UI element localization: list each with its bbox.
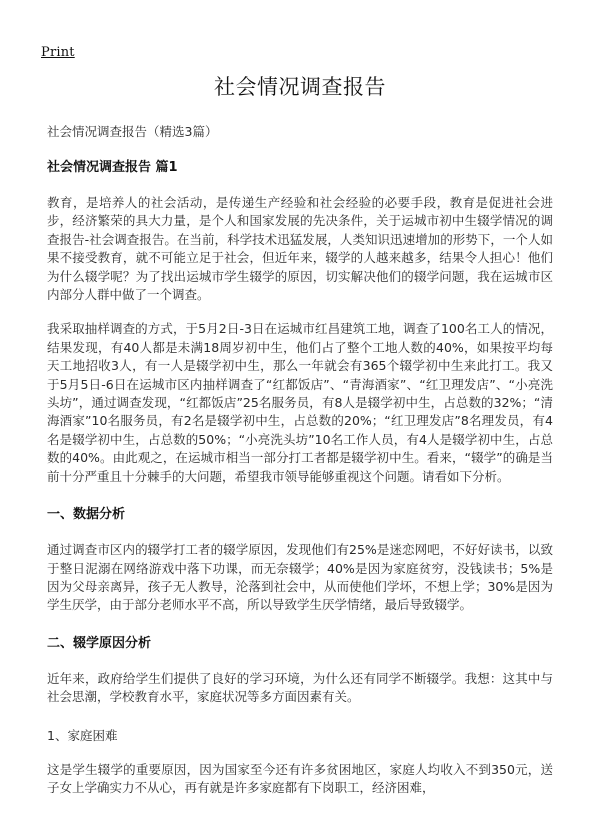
paragraph-data-analysis: 通过调查市区内的辍学打工者的辍学原因，发现他们有25%是迷恋网吧，不好好读书，以致于整日泥溺在网络游戏中落下功课，而无奈辍学；40%是因为家庭贫穷，没钱读书；5%是因为父母亲离异，孩子无人教导，沦落到社会中，从而使他们学坏，不想上学；30%是因为学生厌学，由于部分老师水平不高，所以导致学生厌学情绪，最后导致辍学。 — [47, 542, 553, 613]
document-content — [47, 72, 553, 797]
section-heading-reason-analysis: 二、辍学原因分析 — [47, 635, 152, 651]
paragraph-survey: 我采取抽样调查的方式，于5月2日-3日在运城市红昌建筑工地，调查了100名工人的情况，结果发现，有40人都是未满18周岁初中生，他们占了整个工地人数的40%，如果按平均每天工地招收3人，有一人是辍学初中生，那么一年就会有365个辍学初中生来此打工。我又于5月5日-6日在运城市区内抽样调查了“红都饭店”、“青海酒家”、“红卫理发店”、“小亮洗头坊”，通过调查发现，“红都饭店”25名服务员，有8人是辍学初中生，占总数的32%；“清海酒家”10名服务员，有2名是辍学初中生，占总数的20%；“红卫理发店”8名理发员，有4名是辍学初中生，占总数的50%；“小亮洗头坊”10名工作人员，有4人是辍学初中生，占总数的40%。由此观之，在运城市相当一部分打工者都是辍学初中生。看来，“辍学”的确是当前十分严重且十分棘手的大问题，希望我市领导能够重视这个问题。请看如下分析。 — [47, 321, 553, 484]
section-heading-data-analysis: 一、数据分析 — [47, 507, 126, 523]
subsection-heading-family-hardship: 1、家庭困难 — [47, 727, 118, 743]
paragraph-intro: 教育，是培养人的社会活动，是传递生产经验和社会经验的必要手段，教育是促进社会进步，经济繁荣的具大力量，是个人和国家发展的先决条件，关于运城市初中生辍学情况的调查报告-社会调查报告。在当前，科学技术迅猛发展，人类知识迅速增加的形势下，一个人如果不接受教育，就不可能立足于社会，但近年来，辍学的人越来越多，结果令人担心！他们为什么辍学呢？为了找出运城市学生辍学的原因，切实解决他们的辍学问题，我在运城市区内部分人群中做了一个调查。 — [47, 195, 553, 303]
article-heading: 社会情况调查报告 篇1 — [47, 160, 178, 175]
paragraph-reason-intro: 近年来，政府给学生们提供了良好的学习环境，为什么还有同学不断辍学。我想：这其中与社会思潮，学校教育水平，家庭状况等多方面因素有关。 — [47, 670, 553, 705]
page-title: 社会情况调查报告 — [214, 75, 386, 99]
document-subtitle: 社会情况调查报告（精选3篇） — [47, 124, 218, 139]
print-link[interactable]: Print — [41, 45, 75, 60]
paragraph-family-hardship: 这是学生辍学的重要原因，因为国家至今还有许多贫困地区，家庭人均收入不到350元，送子女上学确实力不从心，再有就是许多家庭都有下岗职工，经济困难， — [47, 761, 553, 795]
